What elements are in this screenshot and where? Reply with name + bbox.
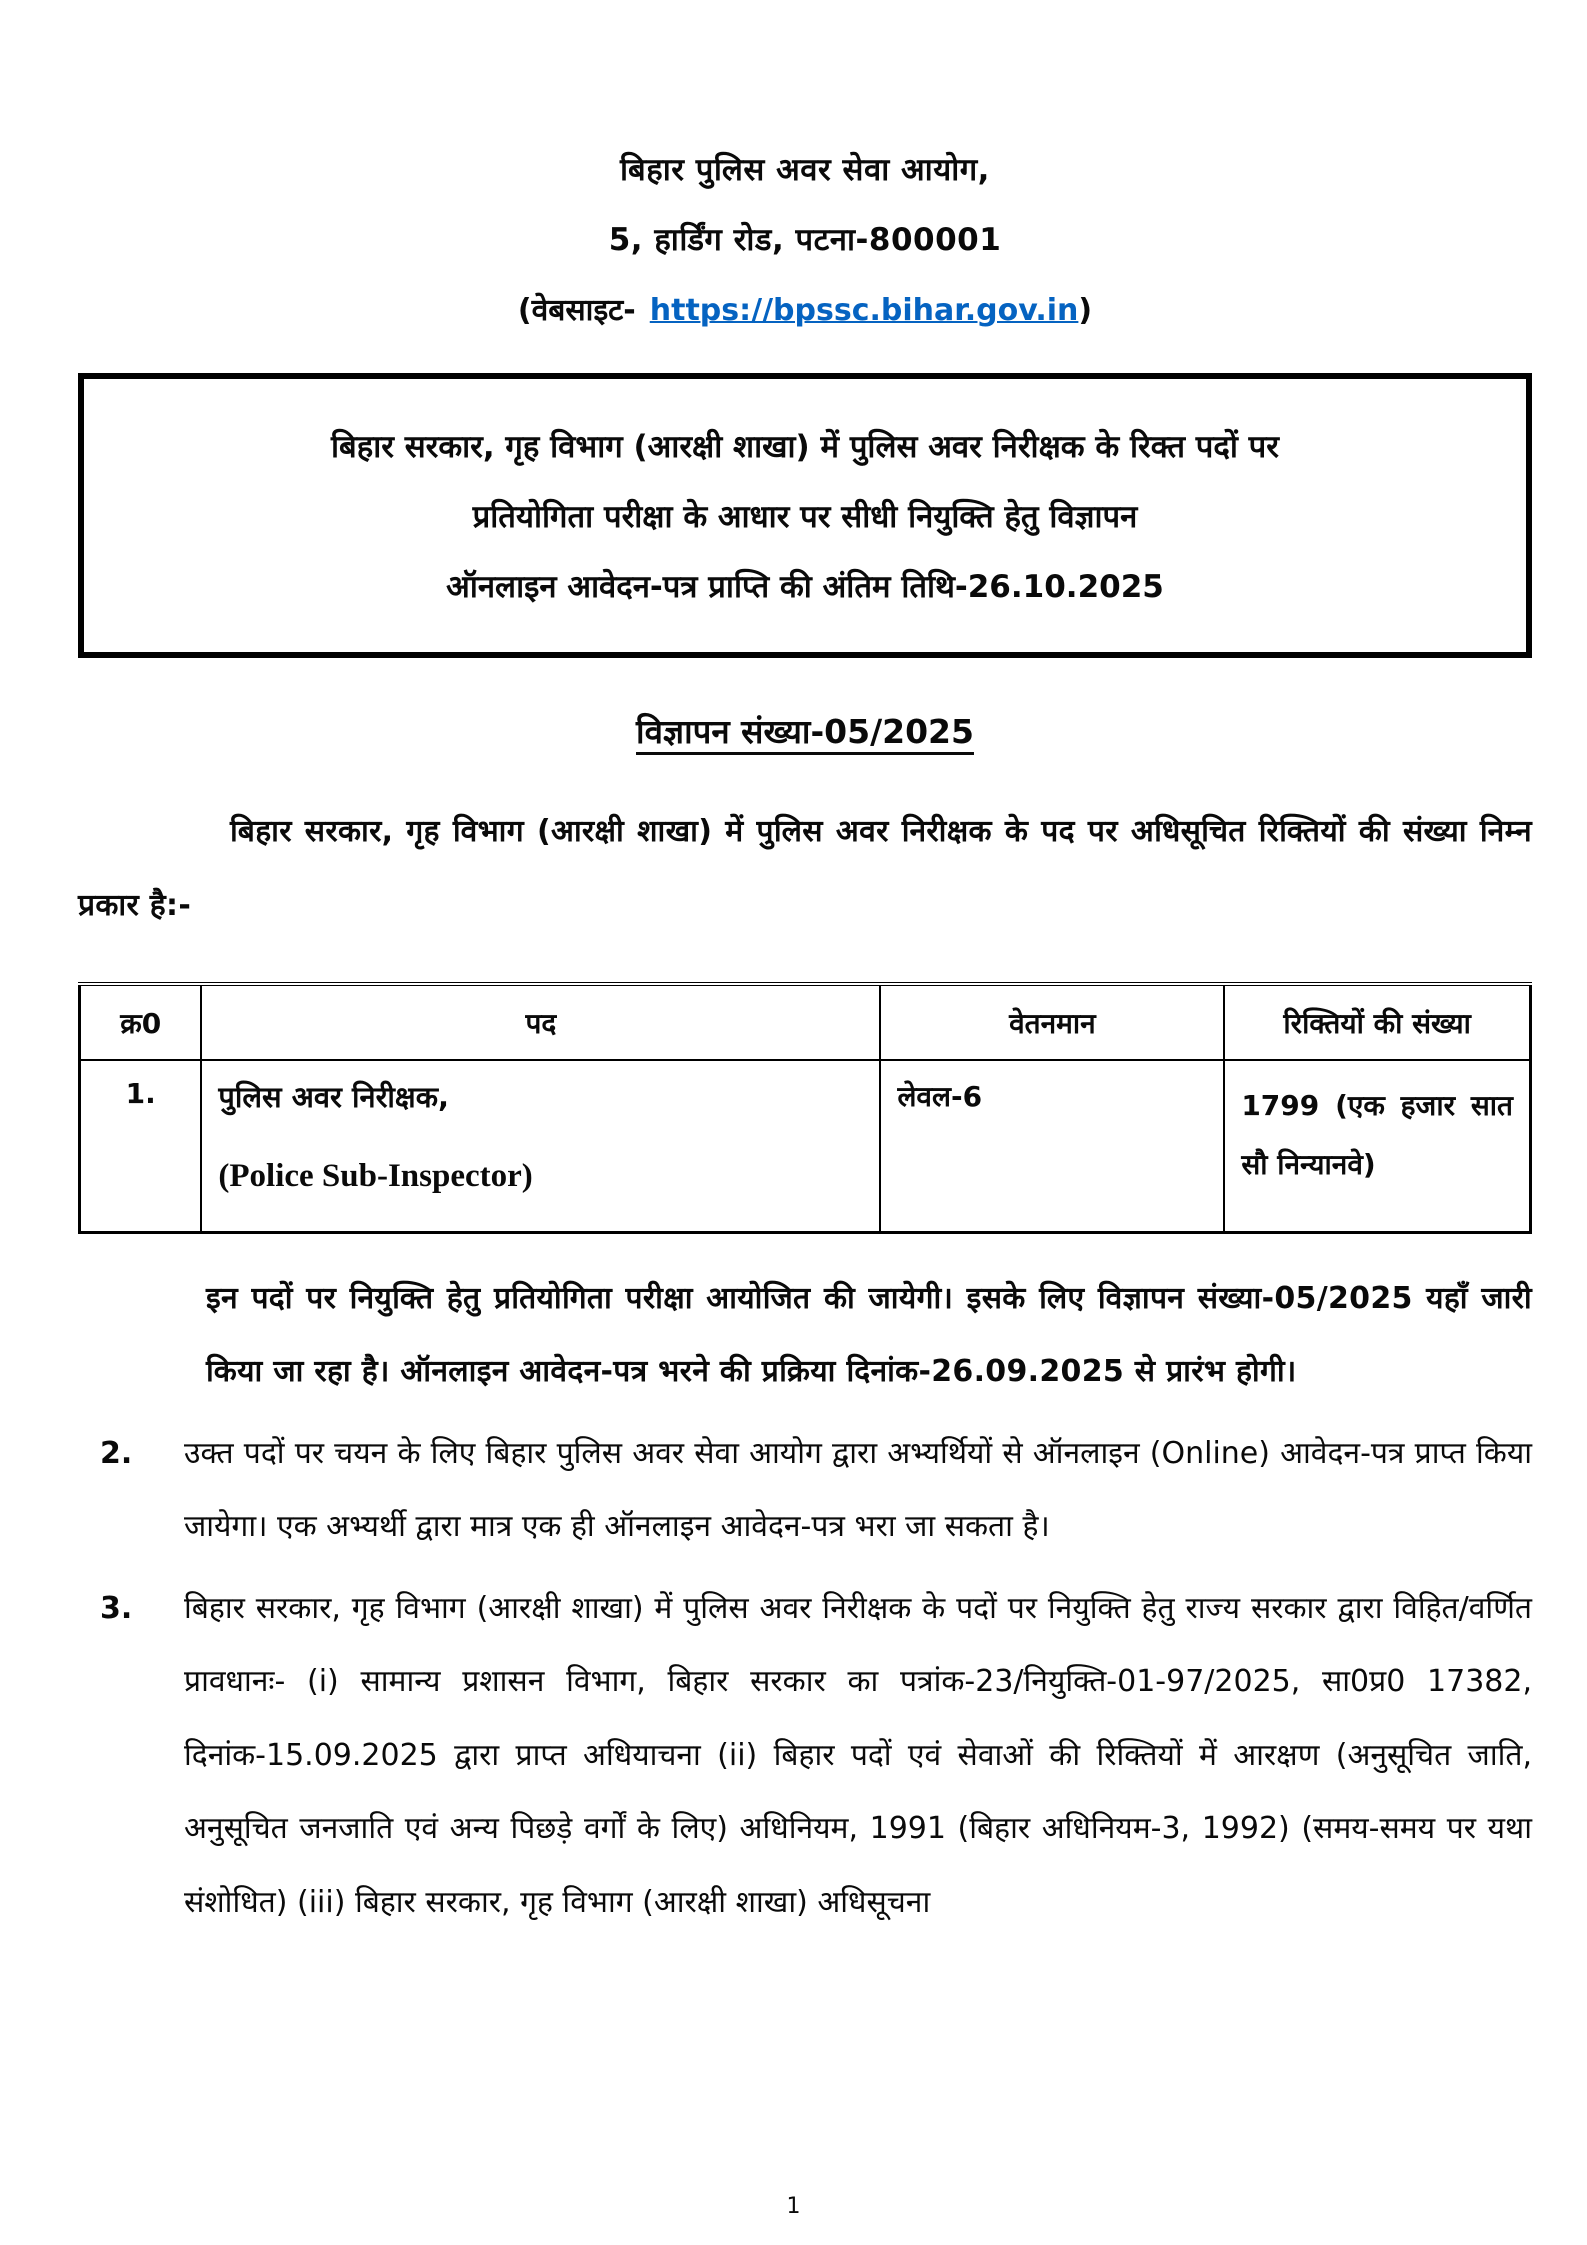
organization-address: 5, हार्डिंग रोड, पटना-800001 — [608, 222, 1002, 258]
numbered-item-3 — [78, 1572, 1532, 1940]
item-2-text: उक्त पदों पर चयन के लिए बिहार पुलिस अवर सेवा आयोग द्वारा अभ्यर्थियों से ऑनलाइन (Online) आवेदन-पत्र प्राप्त किया जायेगा। एक अभ्यर्थी द्वारा मात्र एक ही ऑनलाइन आवेदन-पत्र भरा जा सकता है। — [184, 1435, 1532, 1545]
letterhead — [78, 148, 1532, 329]
post-name-english: (Police Sub-Inspector) — [218, 1158, 533, 1195]
header-post: पद — [201, 984, 880, 1060]
table-header-row — [80, 984, 1531, 1060]
header-pay-scale: वेतनमान — [880, 984, 1224, 1060]
cell-vacancy-count: 1799 (एक हजार सात सौ निन्यानवे) — [1224, 1060, 1530, 1232]
numbered-item-2 — [78, 1417, 1532, 1564]
notice-line-3: ऑनलाइन आवेदन-पत्र प्राप्ति की अंतिम तिथि-26.10.2025 — [446, 568, 1164, 605]
organization-name: बिहार पुलिस अवर सेवा आयोग, — [620, 152, 990, 188]
table-row — [80, 1060, 1531, 1232]
post-name-hindi: पुलिस अवर निरीक्षक, — [218, 1080, 450, 1115]
header-vacancy-count: रिक्तियों की संख्या — [1224, 984, 1530, 1060]
paragraph-after-table: इन पदों पर नियुक्ति हेतु प्रतियोगिता परीक्षा आयोजित की जायेगी। इसके लिए विज्ञापन संख्या-05/2025 यहाँ जारी किया जा रहा है। ऑनलाइन आवेदन-पत्र भरने की प्रक्रिया दिनांक-26.09.2025 से प्रारंभ होगी। — [206, 1280, 1532, 1390]
website-line — [78, 288, 1532, 329]
notice-line-1: बिहार सरकार, गृह विभाग (आरक्षी शाखा) में पुलिस अवर निरीक्षक के रिक्त पदों पर — [331, 429, 1279, 465]
item-3-number: 3. — [100, 1590, 133, 1626]
header-serial-number: क्र0 — [80, 984, 202, 1060]
vacancy-table — [78, 982, 1532, 1234]
website-label-close: ) — [1078, 293, 1093, 328]
item-2-number: 2. — [100, 1435, 133, 1471]
item-3-text: बिहार सरकार, गृह विभाग (आरक्षी शाखा) में पुलिस अवर निरीक्षक के पदों पर नियुक्ति हेतु राज्य सरकार द्वारा विहित/वर्णित प्रावधानः- (i) सामान्य प्रशासन विभाग, बिहार सरकार का पत्रांक-23/नियुक्ति-01-97/2025, सा0प्र0 17382, दिनांक-15.09.2025 द्वारा प्राप्त अधियाचना (ii) बिहार पदों एवं सेवाओं की रिक्तियों में आरक्षण (अनुसूचित जाति, अनुसूचित जनजाति एवं अन्य पिछड़े वर्गों के लिए) अधिनियम, 1991 (बिहार अधिनियम-3, 1992) (समय-समय पर यथा संशोधित) (iii) बिहार सरकार, गृह विभाग (आरक्षी शाखा) अधिसूचना — [184, 1590, 1532, 1920]
website-label: (वेबसाइट- — [517, 293, 636, 328]
advertisement-heading: विज्ञापन संख्या-05/2025 — [636, 712, 974, 752]
notice-box — [78, 373, 1532, 658]
page-number: 1 — [786, 2194, 801, 2219]
cell-pay-scale: लेवल-6 — [880, 1060, 1224, 1232]
cell-post — [201, 1060, 880, 1232]
cell-serial-number: 1. — [80, 1060, 202, 1232]
notice-line-2: प्रतियोगिता परीक्षा के आधार पर सीधी नियुक्ति हेतु विज्ञापन — [472, 498, 1138, 535]
website-link[interactable]: https://bpssc.bihar.gov.in — [649, 293, 1079, 328]
intro-paragraph: बिहार सरकार, गृह विभाग (आरक्षी शाखा) में पुलिस अवर निरीक्षक के पद पर अधिसूचित रिक्तियों की संख्या निम्न प्रकार है:- — [78, 814, 1532, 923]
